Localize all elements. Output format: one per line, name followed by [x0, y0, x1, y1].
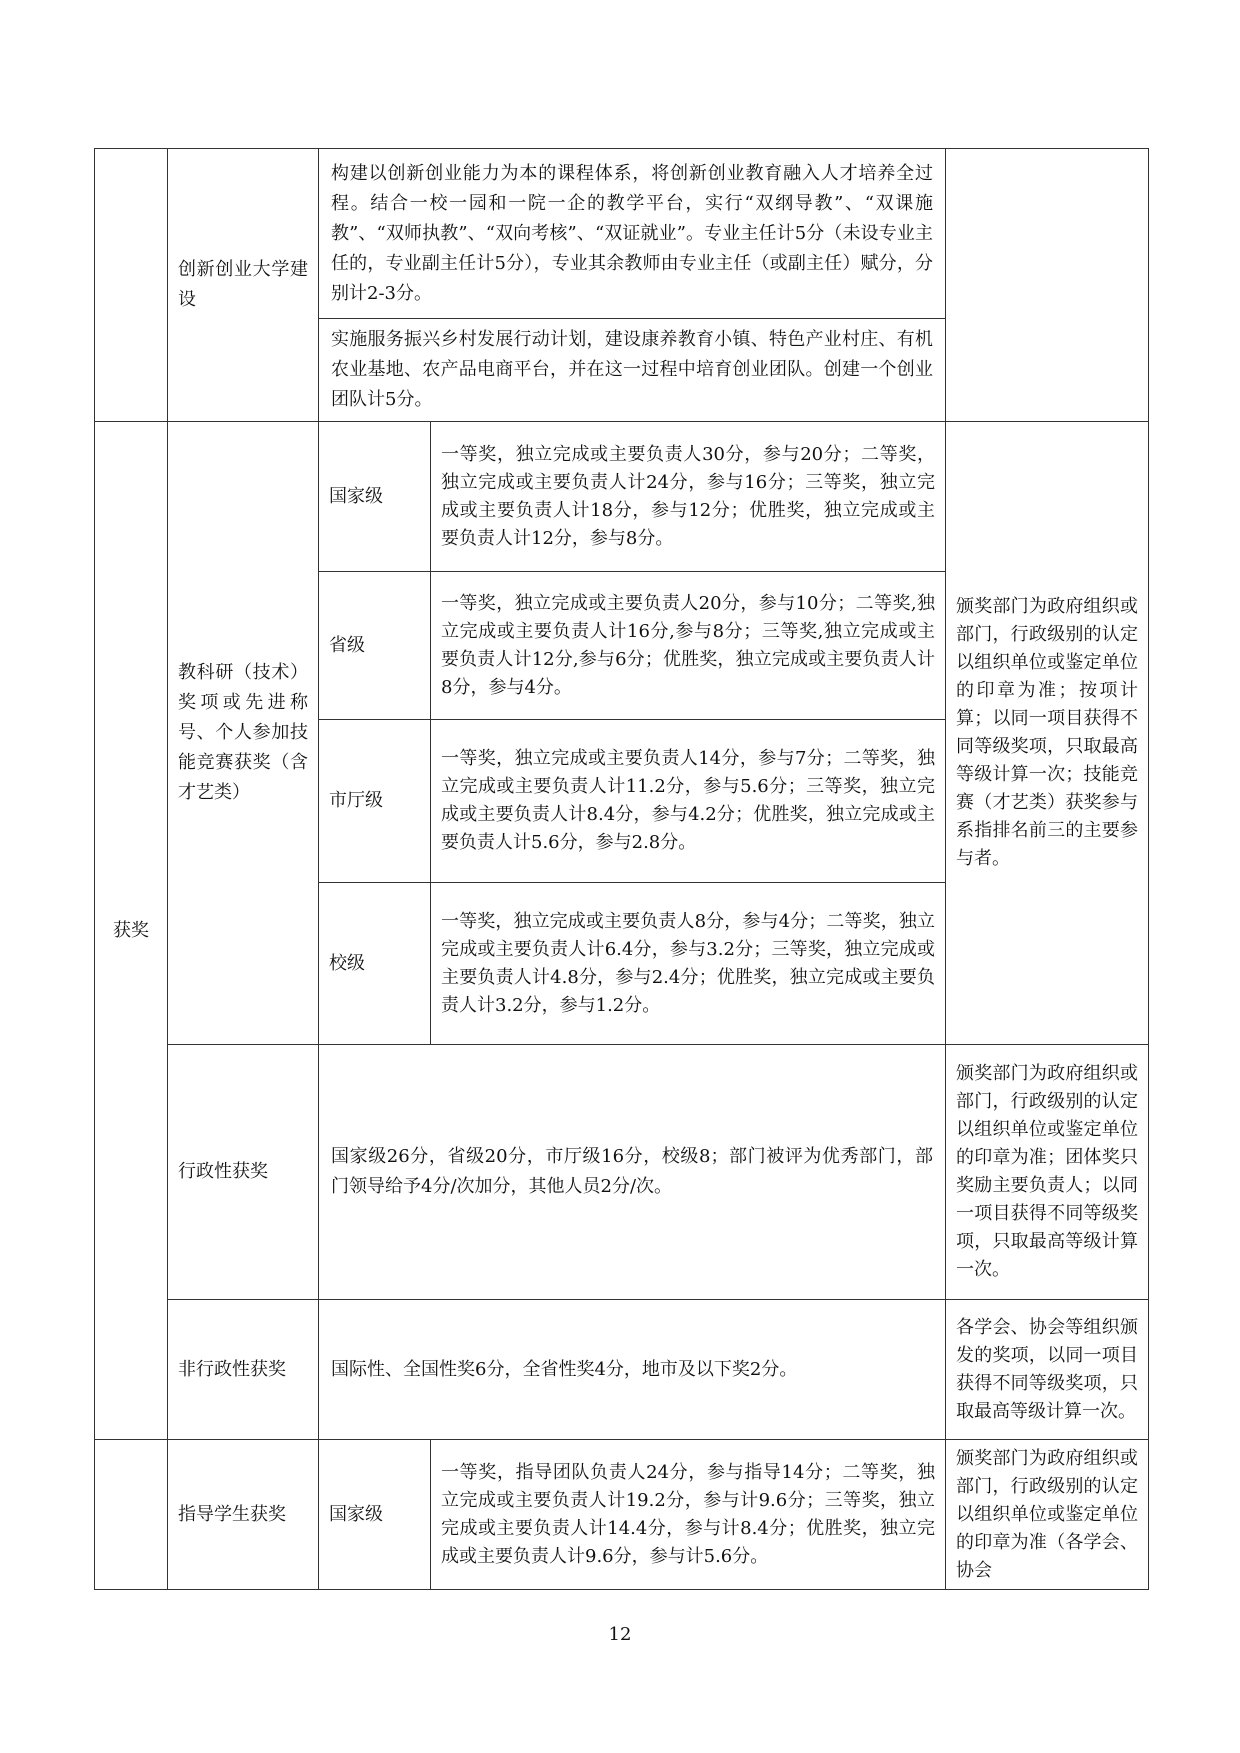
note-cell: 颁奖部门为政府组织或部门，行政级别的认定以组织单位或鉴定单位的印章为准（各学会、协会 [946, 1440, 1149, 1590]
level-cell: 省级 [319, 572, 431, 720]
table-row [95, 1045, 1149, 1300]
content-cell: 构建以创新创业能力为本的课程体系，将创新创业教育融入人才培养全过程。结合一校一园和一院一企的教学平台，实行“双纲导教”、“双课施教”、“双师执教”、“双向考核”、“双证就业”。专业主任计5分（未设专业主任的，专业副主任计5分），专业其余教师由专业主任（或副主任）赋分，分别计2-3分。 [319, 149, 946, 319]
page-number: 12 [608, 1624, 632, 1645]
content-cell: 国家级26分，省级20分，市厅级16分，校级8；部门被评为优秀部门，部门领导给予4分/次加分，其他人员2分/次。 [319, 1045, 946, 1300]
item-cell: 指导学生获奖 [168, 1440, 319, 1590]
table-row [95, 149, 1149, 319]
item-cell: 创新创业大学建设 [168, 149, 319, 422]
category-cell [95, 149, 168, 422]
level-cell: 市厅级 [319, 720, 431, 883]
level-cell: 国家级 [319, 1440, 431, 1590]
content-cell: 国际性、全国性奖6分，全省性奖4分，地市及以下奖2分。 [319, 1300, 946, 1440]
note-cell: 颁奖部门为政府组织或部门，行政级别的认定以组织单位或鉴定单位的印章为准；团体奖只奖励主要负责人；以同一项目获得不同等级奖项，只取最高等级计算一次。 [946, 1045, 1149, 1300]
level-cell: 校级 [319, 883, 431, 1045]
item-cell: 非行政性获奖 [168, 1300, 319, 1440]
level-cell: 国家级 [319, 422, 431, 572]
item-cell: 行政性获奖 [168, 1045, 319, 1300]
content-cell: 一等奖，独立完成或主要负责人20分，参与10分；二等奖,独立完成或主要负责人计16分,参与8分；三等奖,独立完成或主要负责人计12分,参与6分；优胜奖，独立完成或主要负责人计8分，参与4分。 [431, 572, 946, 720]
scoring-table [94, 148, 1149, 1590]
note-cell [946, 149, 1149, 422]
table-row [95, 1300, 1149, 1440]
note-cell: 各学会、协会等组织颁发的奖项，以同一项目获得不同等级奖项，只取最高等级计算一次。 [946, 1300, 1149, 1440]
content-cell: 一等奖，独立完成或主要负责人14分，参与7分；二等奖，独立完成或主要负责人计11.2分，参与5.6分；三等奖，独立完成或主要负责人计8.4分，参与4.2分；优胜奖，独立完成或主要负责人计5.6分，参与2.8分。 [431, 720, 946, 883]
content-cell: 一等奖，独立完成或主要负责人30分，参与20分；二等奖，独立完成或主要负责人计24分，参与16分；三等奖，独立完成或主要负责人计18分，参与12分；优胜奖，独立完成或主要负责人计12分，参与8分。 [431, 422, 946, 572]
item-cell: 教科研（技术）奖项或先进称号、个人参加技能竞赛获奖（含才艺类） [168, 422, 319, 1045]
note-cell: 颁奖部门为政府组织或部门，行政级别的认定以组织单位或鉴定单位的印章为准；按项计算；以同一项目获得不同等级奖项，只取最高等级计算一次；技能竞赛（才艺类）获奖参与系指排名前三的主要参与者。 [946, 422, 1149, 1045]
content-cell: 一等奖，指导团队负责人24分，参与指导14分；二等奖，独立完成或主要负责人计19.2分，参与计9.6分；三等奖，独立完成或主要负责人计14.4分，参与计8.4分；优胜奖，独立完成或主要负责人计9.6分，参与计5.6分。 [431, 1440, 946, 1590]
content-cell: 一等奖，独立完成或主要负责人8分，参与4分；二等奖，独立完成或主要负责人计6.4分，参与3.2分；三等奖，独立完成或主要负责人计4.8分，参与2.4分；优胜奖，独立完成或主要负责人计3.2分，参与1.2分。 [431, 883, 946, 1045]
table-row [95, 1440, 1149, 1590]
category-cell [95, 1440, 168, 1590]
content-cell: 实施服务振兴乡村发展行动计划，建设康养教育小镇、特色产业村庄、有机农业基地、农产品电商平台，并在这一过程中培育创业团队。创建一个创业团队计5分。 [319, 319, 946, 422]
category-cell-awards: 获奖 [95, 422, 168, 1440]
table-row [95, 422, 1149, 572]
